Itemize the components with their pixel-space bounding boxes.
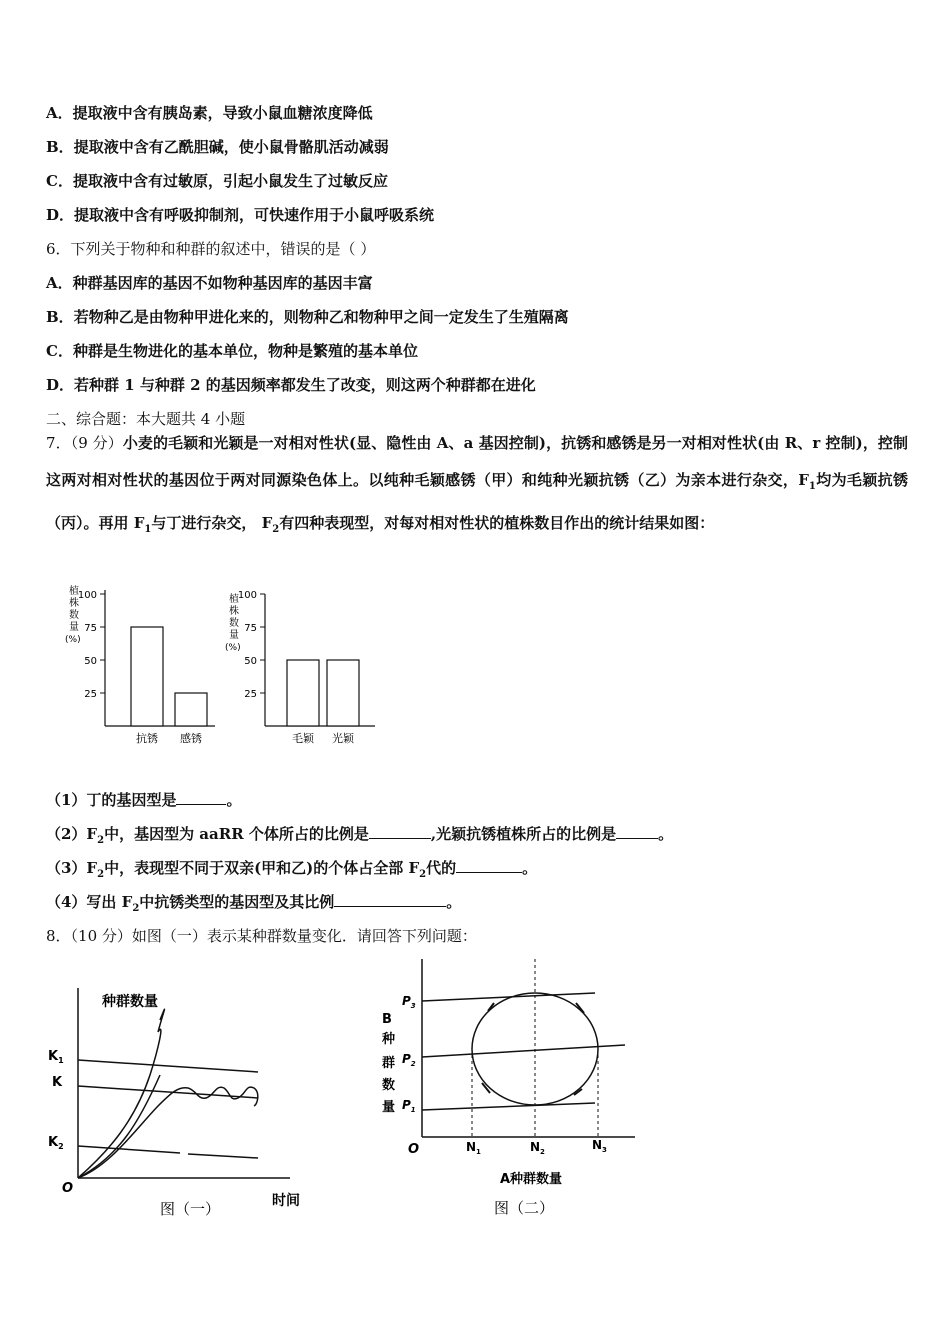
q6-option-c: C．种群是生物进化的基本单位，物种是繁殖的基本单位 <box>46 342 418 360</box>
fig2-ylabel: 种 <box>382 1032 396 1047</box>
fig2-ylabel: 群 <box>382 1056 396 1071</box>
k2-line <box>78 1146 180 1153</box>
p1-line <box>422 1103 595 1110</box>
bar-感锈 <box>175 693 207 726</box>
y-tick-label: 50 <box>84 656 97 667</box>
category-label: 感锈 <box>180 732 202 745</box>
n3-label: $N_3$ <box>592 1138 607 1154</box>
y-tick-label: 100 <box>237 590 257 601</box>
s-curve <box>78 1087 258 1178</box>
q5-option-c: C．提取液中含有过敏原，引起小鼠发生了过敏反应 <box>46 172 388 190</box>
q7-subq-3: $(3)F_2$中，表现型不同于双亲(甲和乙)的个体占全部 $F_2$代的 。 <box>46 859 538 880</box>
q6-option-b: B．若物种乙是由物种甲进化来的，则物种乙和物种甲之间一定发生了生殖隔离 <box>46 308 569 326</box>
q6-stem: 6．下列关于物种和种群的叙述中，错误的是（ ） <box>46 240 376 258</box>
q7-charts <box>55 580 385 750</box>
q7-stem: 7．（9 分）小麦的毛颖和光颖是一对相对性状(显、隐性由 A、a 基因控制)，抗锈和感锈是另一对相对性状(由 R、r 控制)，控制这两对相对性状的基因位于两对同源染色体上。以纯种毛颖感锈（甲）和纯种光颖抗锈（乙）为亲本进行杂交，$F_1$均为毛颖抗锈（丙）。再用 $F_1$与丁进行杂交， $F_2$有四种表现型，对每对相对性状的植株数目作出的统计结果如图： <box>46 434 908 535</box>
q8-figure-1 <box>40 980 330 1230</box>
q6-option-a: A．种群基因库的基因不如物种基因库的基因丰富 <box>46 274 373 292</box>
ylabel-char: 量 <box>69 622 79 633</box>
fig1-xlabel: 时间 <box>272 1193 300 1209</box>
origin-label: O <box>62 1181 74 1196</box>
p3-line <box>422 993 595 1001</box>
q8-stem: 8．（10 分）如图（一）表示某种群数量变化．请回答下列问题： <box>46 927 477 945</box>
y-tick-label: 75 <box>84 623 97 634</box>
k1-line <box>78 1060 258 1072</box>
ylabel-char: 株 <box>69 598 79 609</box>
fig2-caption: 图（二） <box>494 1199 555 1217</box>
q7-subq-1: （1）丁的基因型是 。 <box>46 791 242 809</box>
p2-label: $P_2$ <box>402 1052 416 1068</box>
answer-blank[interactable] <box>334 892 446 907</box>
q8-figure-2 <box>370 955 650 1225</box>
category-label: 光颖 <box>332 732 354 745</box>
q5-option-a: A．提取液中含有胰岛素，导致小鼠血糖浓度降低 <box>46 104 373 122</box>
fig1-title: 种群数量 <box>102 994 158 1010</box>
y-tick-label: 50 <box>244 656 257 667</box>
category-label: 毛颖 <box>292 732 314 745</box>
y-tick-label: 25 <box>244 689 257 700</box>
p2-line <box>422 1045 625 1057</box>
p1-label: $P_1$ <box>402 1098 416 1114</box>
fig2-ylabel: 数 <box>382 1078 396 1093</box>
ylabel-char: 数 <box>69 610 79 621</box>
bar-光颖 <box>327 660 359 726</box>
n1-label: $N_1$ <box>466 1140 481 1156</box>
ylabel-char: 量 <box>229 630 239 641</box>
chart-rust-resistance <box>65 584 215 745</box>
k1-label: $K_1$ <box>48 1049 64 1065</box>
q5-option-d: D．提取液中含有呼吸抑制剂，可快速作用于小鼠呼吸系统 <box>46 206 435 224</box>
y-tick-label: 100 <box>77 590 97 601</box>
k2-line <box>188 1154 258 1158</box>
ylabel-char: 数 <box>229 618 239 629</box>
y-axis-label <box>225 592 241 653</box>
origin-label: O <box>408 1142 420 1157</box>
bar-抗锈 <box>131 627 163 726</box>
q5-option-b: B．提取液中含有乙酰胆碱，使小鼠骨骼肌活动减弱 <box>46 138 389 156</box>
n2-label: $N_2$ <box>530 1140 545 1156</box>
q7-subq-4: （4）写出 $F_2$中抗锈类型的基因型及其比例 。 <box>46 893 462 914</box>
ylabel-char: (%) <box>65 635 81 645</box>
answer-blank[interactable] <box>369 824 431 839</box>
ylabel-char: 植 <box>69 586 79 597</box>
ylabel-char: 植 <box>229 594 239 605</box>
ylabel-char: (%) <box>225 643 241 653</box>
q7-subq-2: $(2)F_2$中，基因型为 aaRR 个体所占的比例是 ,光颖抗锈植株所占的比例是 。 <box>46 825 674 846</box>
bar-毛颖 <box>287 660 319 726</box>
chart-glume-type <box>225 590 375 745</box>
fig2-ylabel: 量 <box>382 1100 396 1115</box>
answer-blank[interactable] <box>176 790 226 805</box>
y-tick-label: 75 <box>244 623 257 634</box>
y-tick-label: 25 <box>84 689 97 700</box>
k-label: K <box>52 1075 63 1090</box>
q6-option-d: D．若种群 1 与种群 2 的基因频率都发生了改变，则这两个种群都在进化 <box>46 376 536 394</box>
ylabel-char: 株 <box>229 606 239 617</box>
k2-label: $K_2$ <box>48 1135 64 1151</box>
fig2-xlabel: A种群数量 <box>500 1172 563 1187</box>
category-label: 抗锈 <box>136 732 158 745</box>
fig1-caption: 图（一） <box>160 1200 221 1218</box>
answer-blank[interactable] <box>456 858 522 873</box>
section-heading: 二、综合题：本大题共 4 小题 <box>46 410 246 428</box>
answer-blank[interactable] <box>616 824 658 839</box>
fig2-ylabel: B <box>382 1012 392 1027</box>
p3-label: $P_3$ <box>402 994 416 1010</box>
